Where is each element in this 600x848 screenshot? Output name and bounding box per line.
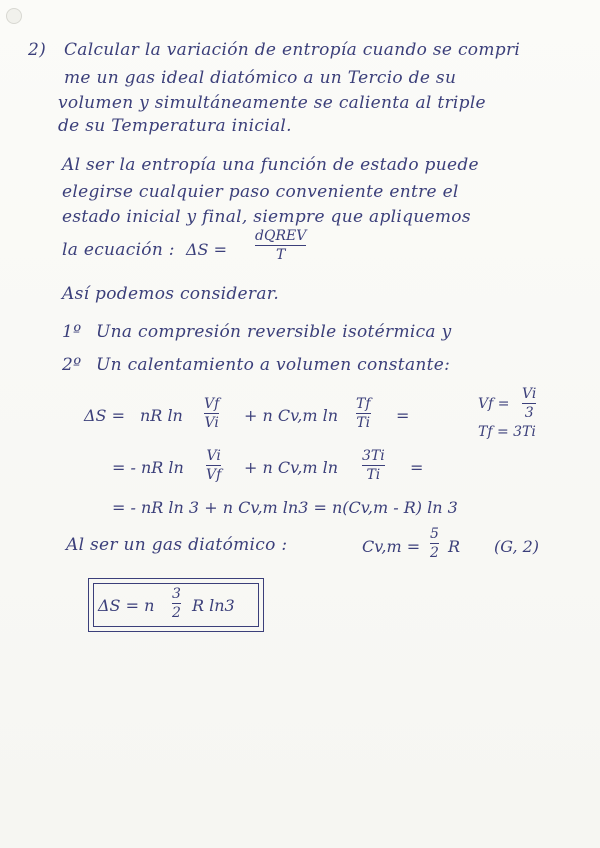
eq2-frac1-den: Vf (206, 467, 222, 483)
diatomic-text: Al ser un gas diatómico : (66, 535, 288, 555)
cv-lhs: Cv,m = (362, 537, 421, 556)
entropy-eq-fraction (255, 228, 306, 263)
entropy-eq-numerator: dQREV (255, 228, 307, 244)
eq2-term-b: + n Cv,m ln (244, 458, 339, 477)
step-2-text: Un calentamiento a volumen constante: (96, 355, 451, 375)
result-num: 3 (172, 586, 181, 602)
eq2-frac2-den: Ti (366, 467, 381, 483)
side-volume-fraction (522, 386, 536, 421)
fraction-bar (206, 465, 221, 466)
eq2-frac1-num: Vi (206, 448, 221, 464)
cv-rhs: R (448, 537, 461, 556)
eq1-frac1-den: Vi (204, 415, 219, 431)
eq1-fraction-1 (204, 396, 219, 431)
result-den: 2 (172, 605, 181, 621)
side-temperature: Tf = 3Ti (478, 424, 536, 440)
step-1-number: 1º (62, 322, 82, 342)
cv-num: 5 (430, 526, 439, 542)
solution-line-5: Así podemos considerar. (62, 284, 280, 304)
fraction-bar (362, 465, 385, 466)
fraction-bar (255, 245, 306, 246)
cv-reference: (G, 2) (494, 537, 540, 556)
solution-line-2: elegirse cualquier paso conveniente entre el (62, 182, 459, 202)
step-2-number: 2º (62, 355, 82, 375)
problem-line-1: Calcular la variación de entropía cuando se compri (64, 40, 521, 60)
result-fraction (172, 586, 181, 621)
eq1-frac2-num: Tf (356, 396, 371, 412)
side-volume-den: 3 (524, 405, 534, 421)
fraction-bar (356, 413, 371, 414)
punch-hole (6, 8, 22, 24)
entropy-eq-lhs: ΔS = (186, 240, 228, 259)
cv-fraction (430, 526, 439, 561)
problem-line-4: de su Temperatura inicial. (58, 116, 292, 136)
solution-line-3: estado inicial y final, siempre que apliquemos (62, 207, 471, 227)
step-1-text: Una compresión reversible isotérmica y (96, 322, 452, 342)
eq2-equals: = (410, 458, 424, 477)
eq2-fraction-2 (362, 448, 385, 483)
result-lhs: ΔS = n (98, 596, 155, 615)
eq1-frac1-num: Vf (204, 396, 220, 412)
eq2-frac2-num: 3Ti (362, 448, 385, 464)
result-rhs: R ln3 (192, 596, 235, 615)
solution-line-1: Al ser la entropía una función de estado puede (62, 155, 479, 175)
eq1-term-b: + n Cv,m ln (244, 406, 339, 425)
fraction-bar (522, 403, 536, 404)
solution-line-4-prefix: la ecuación : (62, 240, 175, 260)
fraction-bar (172, 603, 181, 604)
eq1-equals: = (396, 406, 410, 425)
cv-den: 2 (430, 545, 439, 561)
eq1-fraction-2 (356, 396, 371, 431)
eq3: = - nR ln 3 + n Cv,m ln3 = n(Cv,m - R) ln 3 (112, 498, 458, 517)
problem-line-2: me un gas ideal diatómico a un Tercio de su (64, 68, 457, 88)
eq1-frac2-den: Ti (356, 415, 371, 431)
side-volume-lhs: Vf = (478, 396, 510, 412)
problem-line-3: volumen y simultáneamente se calienta al triple (58, 93, 486, 113)
entropy-eq-denominator: T (275, 247, 286, 263)
eq2-term-a: = - nR ln (112, 458, 184, 477)
problem-number: 2) (28, 40, 47, 60)
side-volume-num: Vi (522, 386, 537, 402)
eq1-term-a: nR ln (140, 406, 183, 425)
eq1-lhs: ΔS = (84, 406, 126, 425)
eq2-fraction-1 (206, 448, 221, 483)
fraction-bar (204, 413, 219, 414)
fraction-bar (430, 543, 439, 544)
